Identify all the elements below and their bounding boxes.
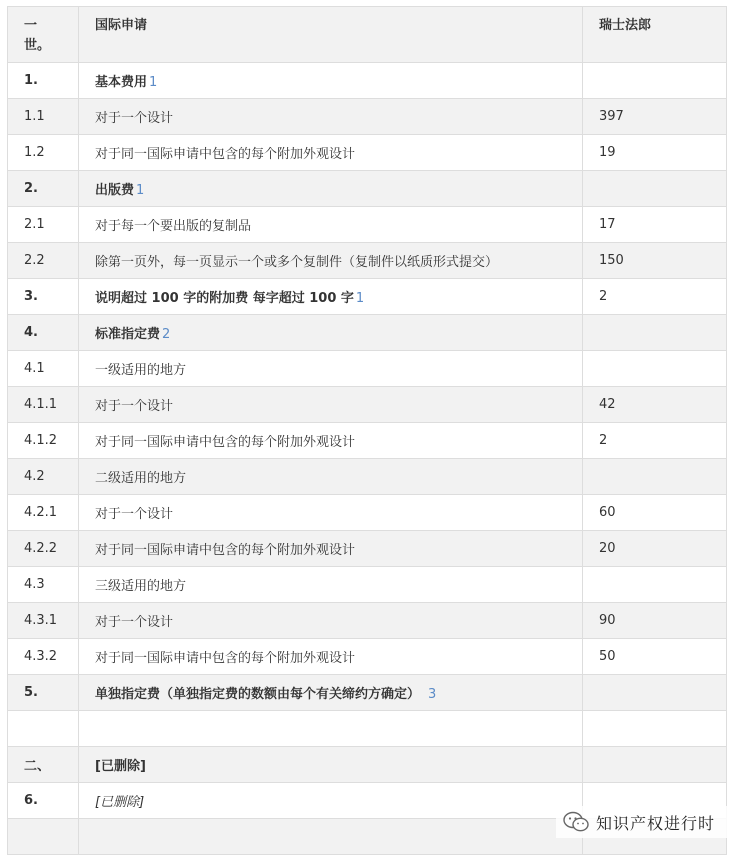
row-number: 2.1	[8, 207, 79, 243]
row-amount: 19	[583, 135, 727, 171]
table-row	[8, 387, 727, 423]
table-row	[8, 495, 727, 531]
row-description: [已删除]	[95, 795, 145, 810]
header-item-label: 一 世。	[24, 18, 51, 53]
row-description: 二级适用的地方	[95, 471, 187, 486]
row-number: 3.	[8, 279, 79, 315]
row-description: 说明超过 100 字的附加费 每字超过 100 字	[95, 291, 354, 306]
row-number: 4.2.1	[8, 495, 79, 531]
table-row	[8, 99, 727, 135]
row-number: 2.2	[8, 243, 79, 279]
row-description-cell	[79, 351, 583, 387]
table-row	[8, 639, 727, 675]
header-currency: 瑞士法郎	[583, 7, 727, 63]
row-description-cell	[79, 567, 583, 603]
row-amount	[583, 63, 727, 99]
row-description: 对于一个设计	[95, 399, 174, 414]
row-amount	[583, 747, 727, 783]
row-description-cell	[79, 279, 583, 315]
row-amount	[583, 351, 727, 387]
row-number	[8, 711, 79, 747]
row-description-cell	[79, 135, 583, 171]
row-number: 4.1.1	[8, 387, 79, 423]
row-description: 对于一个设计	[95, 615, 174, 630]
row-number	[8, 819, 79, 855]
row-amount: 60	[583, 495, 727, 531]
row-description: 基本费用	[95, 75, 148, 90]
table-row	[8, 747, 727, 783]
row-description: 出版费	[95, 183, 135, 198]
fee-table	[7, 6, 727, 855]
row-amount	[583, 459, 727, 495]
row-number: 4.2	[8, 459, 79, 495]
row-description-cell	[79, 99, 583, 135]
table-row	[8, 207, 727, 243]
row-description: 对于同一国际申请中包含的每个附加外观设计	[95, 435, 356, 450]
row-number: 二、	[8, 747, 79, 783]
table-row	[8, 567, 727, 603]
header-application: 国际申请	[79, 7, 583, 63]
row-number: 4.3.1	[8, 603, 79, 639]
row-number: 2.	[8, 171, 79, 207]
header-item	[8, 7, 79, 63]
row-description: 一级适用的地方	[95, 363, 187, 378]
table-row	[8, 351, 727, 387]
table-row	[8, 531, 727, 567]
footnote-link[interactable]: 2	[162, 327, 171, 342]
table-row	[8, 243, 727, 279]
row-description: 三级适用的地方	[95, 579, 187, 594]
row-description-cell	[79, 459, 583, 495]
row-amount	[583, 675, 727, 711]
row-description-cell	[79, 639, 583, 675]
wechat-icon	[562, 811, 590, 833]
row-description-cell	[79, 531, 583, 567]
row-description-cell	[79, 387, 583, 423]
row-amount: 150	[583, 243, 727, 279]
row-description-cell	[79, 783, 583, 819]
row-number: 5.	[8, 675, 79, 711]
row-amount: 42	[583, 387, 727, 423]
row-number: 1.1	[8, 99, 79, 135]
row-description-cell	[79, 819, 583, 855]
row-description-cell	[79, 747, 583, 783]
row-description-cell	[79, 63, 583, 99]
table-row	[8, 135, 727, 171]
row-number: 4.3	[8, 567, 79, 603]
row-amount: 20	[583, 531, 727, 567]
row-description: 单独指定费（单独指定费的数额由每个有关缔约方确定）	[95, 687, 421, 702]
row-number: 4.	[8, 315, 79, 351]
row-amount	[583, 315, 727, 351]
row-description-cell	[79, 315, 583, 351]
row-amount: 2	[583, 279, 727, 315]
table-row	[8, 279, 727, 315]
row-description-cell	[79, 207, 583, 243]
row-description: [已删除]	[95, 759, 146, 774]
row-description: 对于同一国际申请中包含的每个附加外观设计	[95, 651, 356, 666]
table-row	[8, 675, 727, 711]
row-description: 对于同一国际申请中包含的每个附加外观设计	[95, 147, 356, 162]
table-row	[8, 459, 727, 495]
row-description-cell	[79, 603, 583, 639]
footnote-link[interactable]: 1	[355, 291, 365, 306]
footnote-link[interactable]: 1	[149, 75, 158, 90]
row-number: 4.1	[8, 351, 79, 387]
watermark	[556, 806, 729, 838]
row-number: 4.1.2	[8, 423, 79, 459]
row-description: 对于每一个要出版的复制品	[95, 219, 252, 234]
row-description-cell	[79, 675, 583, 711]
row-amount: 90	[583, 603, 727, 639]
table-row	[8, 63, 727, 99]
row-amount: 397	[583, 99, 727, 135]
row-description: 对于一个设计	[95, 507, 174, 522]
row-number: 4.2.2	[8, 531, 79, 567]
row-amount: 2	[583, 423, 727, 459]
table-row	[8, 315, 727, 351]
row-amount	[583, 711, 727, 747]
row-number: 4.3.2	[8, 639, 79, 675]
table-row	[8, 171, 727, 207]
table-body	[8, 63, 727, 855]
row-description: 除第一页外，每一页显示一个或多个复制件（复制件以纸质形式提交）	[95, 255, 499, 270]
row-number: 6.	[8, 783, 79, 819]
row-description-cell	[79, 171, 583, 207]
row-amount: 17	[583, 207, 727, 243]
watermark-text: 知识产权进行时	[596, 813, 716, 833]
row-description: 标准指定费	[95, 327, 161, 342]
footnote-link[interactable]: 3	[428, 687, 437, 702]
row-description-cell	[79, 243, 583, 279]
table-header-row	[8, 7, 727, 63]
row-number: 1.	[8, 63, 79, 99]
footnote-link[interactable]: 1	[136, 183, 145, 198]
row-description-cell	[79, 711, 583, 747]
row-description: 对于同一国际申请中包含的每个附加外观设计	[95, 543, 356, 558]
row-amount: 50	[583, 639, 727, 675]
row-description-cell	[79, 495, 583, 531]
table-row	[8, 603, 727, 639]
row-description-cell	[79, 423, 583, 459]
row-description: 对于一个设计	[95, 111, 174, 126]
row-number: 1.2	[8, 135, 79, 171]
table-row	[8, 711, 727, 747]
row-amount	[583, 171, 727, 207]
table-row	[8, 423, 727, 459]
row-amount	[583, 567, 727, 603]
